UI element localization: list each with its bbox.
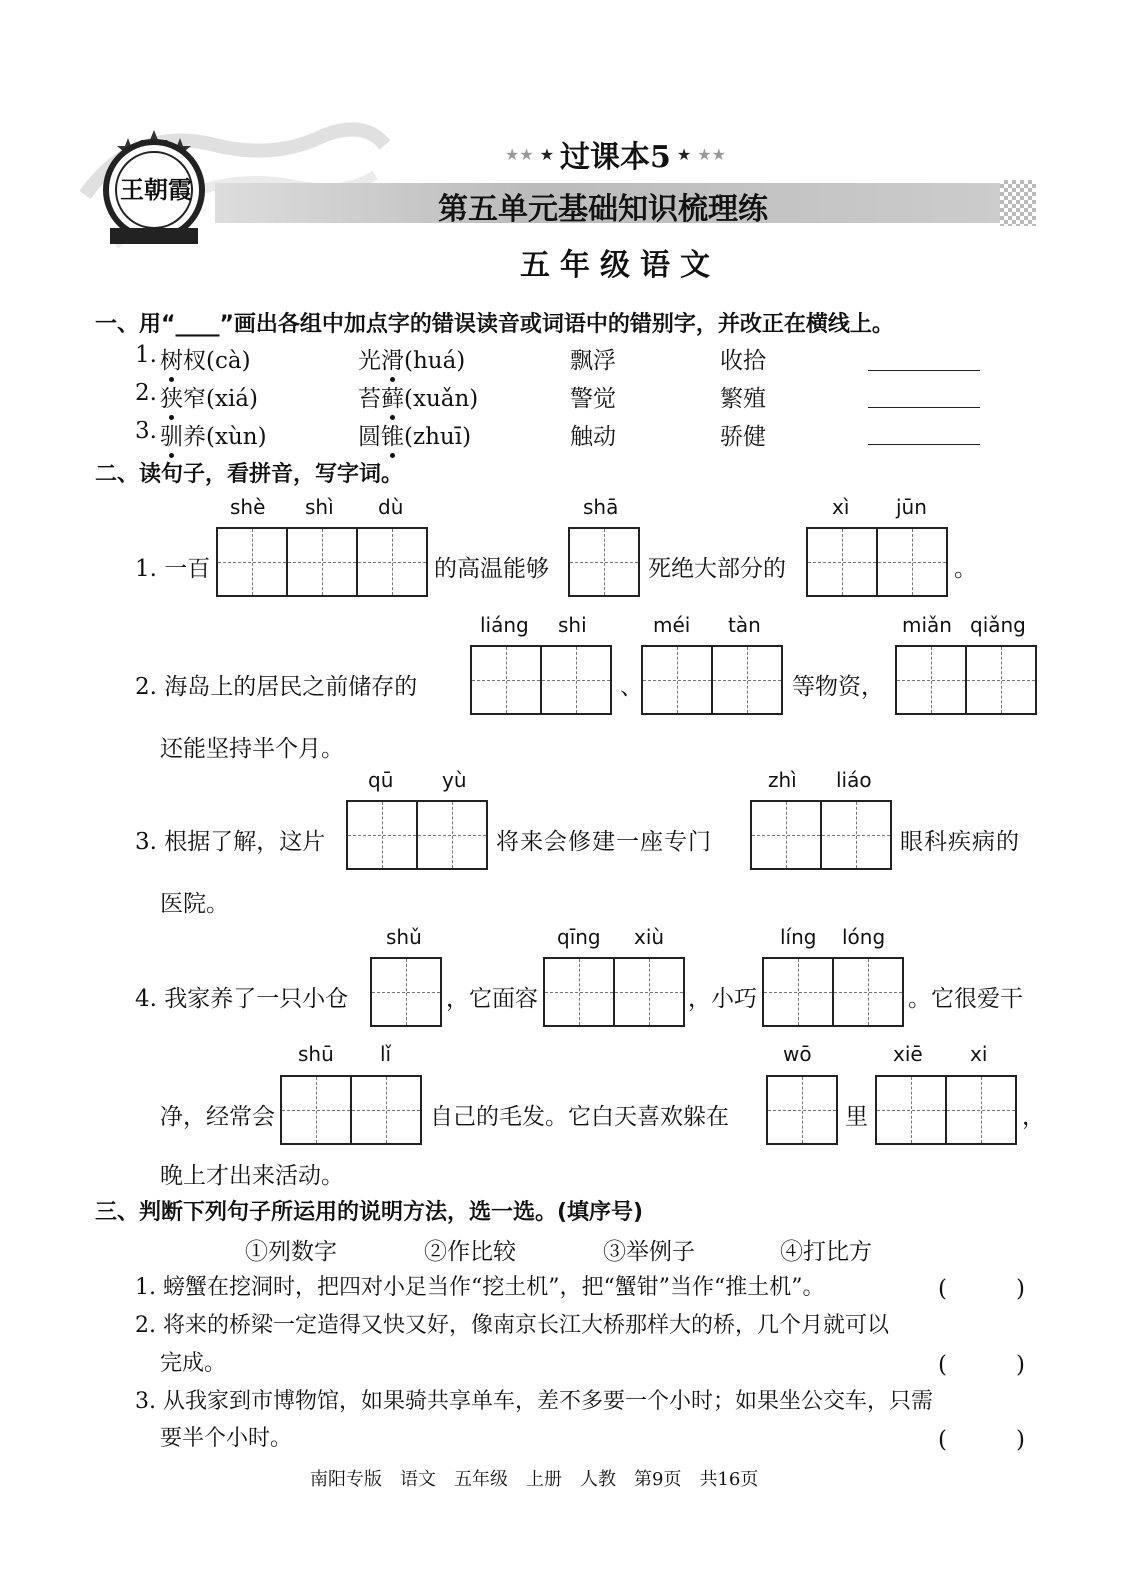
writing-grid[interactable] — [806, 527, 948, 597]
s1-row2-w1: 狭窄(xiá) — [160, 386, 258, 412]
s1-row1-w4: 收拾 — [720, 348, 766, 374]
answer-line[interactable] — [868, 370, 980, 371]
s3-q2b: 完成。 — [160, 1351, 227, 1376]
s1-row3-num: 3. — [135, 418, 157, 444]
q4-mid1: ，它面容 — [446, 986, 538, 1012]
s1-row3-w2: 圆锥(zhuī) — [358, 424, 472, 450]
s1-row3-w3: 触动 — [570, 424, 616, 450]
pinyin: méi — [653, 613, 691, 637]
page-footer: 南阳专版 语文 五年级 上册 人教 第9页 共16页 — [310, 1469, 759, 1490]
writing-grid[interactable] — [216, 527, 428, 597]
answer-paren[interactable]: ( ) — [938, 1352, 1025, 1378]
q3-cont: 医院。 — [160, 891, 229, 917]
s3-q3b: 要半个小时。 — [160, 1426, 293, 1451]
q4-mid2: ，小巧 — [688, 986, 757, 1012]
section1-heading: 一、用“____”画出各组中加点字的错误读音或词语中的错别字，并改正在横线上。 — [95, 312, 894, 337]
q4-line2-mid: 自己的毛发。它白天喜欢躲在 — [430, 1104, 729, 1130]
logo-text: 王朝霞 — [120, 175, 192, 204]
q2-mid: 等物资， — [792, 674, 884, 700]
series-tag — [505, 132, 726, 176]
writing-grid[interactable] — [280, 1075, 422, 1145]
pinyin: miǎn — [902, 613, 952, 637]
star-icon: ★ — [539, 144, 555, 164]
q3-end: 眼科疾病的 — [900, 829, 1020, 855]
pinyin: xiē — [893, 1042, 923, 1066]
pinyin: tàn — [728, 613, 761, 637]
pinyin: xì — [832, 495, 850, 519]
q4-end: 。它很爱干 — [908, 986, 1023, 1012]
q4-lead: 4. 我家养了一只小仓 — [135, 986, 349, 1012]
s3-q2a: 2. 将来的桥梁一定造得又快又好，像南京长江大桥那样大的桥，几个月就可以 — [135, 1313, 889, 1338]
series-label: 过课本5 — [560, 140, 671, 175]
pinyin: shū — [298, 1042, 334, 1066]
writing-grid[interactable] — [875, 1075, 1017, 1145]
answer-line[interactable] — [868, 444, 980, 445]
pinyin: lǐ — [380, 1042, 392, 1066]
pinyin: liáo — [836, 768, 872, 792]
section3-heading: 三、判断下列句子所运用的说明方法，选一选。(填序号) — [95, 1200, 644, 1225]
writing-grid[interactable] — [370, 957, 442, 1027]
q2-cont: 还能坚持半个月。 — [160, 736, 344, 762]
q2-lead: 2. 海岛上的居民之前储存的 — [135, 674, 418, 700]
writing-grid[interactable] — [543, 957, 685, 1027]
answer-line[interactable] — [868, 407, 980, 408]
pinyin: xi — [970, 1042, 988, 1066]
q4-line2-mid2: 里 — [845, 1104, 868, 1130]
pinyin: xiù — [634, 925, 665, 949]
pinyin: qīng — [557, 925, 601, 949]
s1-row2-w4: 繁殖 — [720, 386, 766, 412]
star-icon: ★★ — [697, 144, 726, 164]
pinyin: shǔ — [386, 925, 422, 949]
s1-row2-w3: 警觉 — [570, 386, 616, 412]
q2-sep: 、 — [620, 674, 643, 700]
checker-pattern — [1000, 180, 1036, 226]
q1-mid1: 的高温能够 — [434, 556, 549, 582]
pinyin: lóng — [842, 925, 886, 949]
option-3: ③举例子 — [603, 1239, 695, 1265]
writing-grid[interactable] — [895, 645, 1037, 715]
s1-row1-w2: 光滑(huá) — [358, 348, 466, 374]
s1-row2-num: 2. — [135, 380, 157, 406]
s3-q1: 1. 螃蟹在挖洞时，把四对小足当作“挖土机”，把“蟹钳”当作“推土机”。 — [135, 1275, 825, 1300]
option-4: ④打比方 — [780, 1239, 872, 1265]
q4-line2-lead: 净，经常会 — [160, 1104, 275, 1130]
option-2: ②作比较 — [424, 1239, 516, 1265]
pinyin: qū — [368, 768, 394, 792]
pinyin: zhì — [768, 768, 797, 792]
s1-row3-w1: 驯养(xùn) — [160, 424, 267, 450]
pinyin: liáng — [480, 613, 529, 637]
section2-heading: 二、读句子，看拼音，写字词。 — [95, 462, 404, 487]
page-title: 第五单元基础知识梳理练 — [438, 192, 768, 227]
pinyin: shè — [230, 495, 266, 519]
pinyin: shā — [583, 495, 619, 519]
option-1: ①列数字 — [245, 1239, 337, 1265]
pinyin: líng — [780, 925, 817, 949]
page-subtitle: 五年级语文 — [520, 248, 720, 283]
s3-q3a: 3. 从我家到市博物馆，如果骑共享单车，差不多要一个小时；如果坐公交车，只需 — [135, 1389, 933, 1414]
pinyin: wō — [783, 1042, 812, 1066]
q1-lead: 1. 一百 — [135, 556, 211, 582]
writing-grid[interactable] — [568, 527, 640, 597]
pinyin: shi — [558, 613, 587, 637]
brand-logo — [98, 128, 210, 248]
star-icon: ★ — [676, 144, 692, 164]
star-icon: ★★ — [505, 144, 534, 164]
s1-row1-w1: 树杈(cà) — [160, 348, 251, 374]
q1-end: 。 — [954, 556, 977, 582]
answer-paren[interactable]: ( ) — [938, 1276, 1025, 1302]
answer-paren[interactable]: ( ) — [938, 1427, 1025, 1453]
s1-row2-w2: 苔藓(xuǎn) — [358, 386, 479, 412]
q3-mid: 将来会修建一座专门 — [496, 829, 712, 855]
s1-row3-w4: 骄健 — [720, 424, 766, 450]
q4-line2-end: ， — [1022, 1104, 1045, 1130]
pinyin: dù — [378, 495, 404, 519]
writing-grid[interactable] — [762, 957, 904, 1027]
writing-grid[interactable] — [346, 800, 488, 870]
writing-grid[interactable] — [641, 645, 783, 715]
pinyin: shì — [305, 495, 334, 519]
writing-grid[interactable] — [750, 800, 892, 870]
s1-row1-num: 1. — [135, 342, 157, 368]
q3-lead: 3. 根据了解，这片 — [135, 829, 326, 855]
pinyin: jūn — [896, 495, 927, 519]
pinyin: yù — [442, 768, 467, 792]
pinyin: qiǎng — [970, 613, 1026, 637]
q4-cont: 晚上才出来活动。 — [160, 1163, 344, 1189]
s1-row1-w3: 飘浮 — [570, 348, 616, 374]
q1-mid2: 死绝大部分的 — [648, 556, 786, 582]
writing-grid[interactable] — [470, 645, 612, 715]
writing-grid[interactable] — [766, 1075, 838, 1145]
